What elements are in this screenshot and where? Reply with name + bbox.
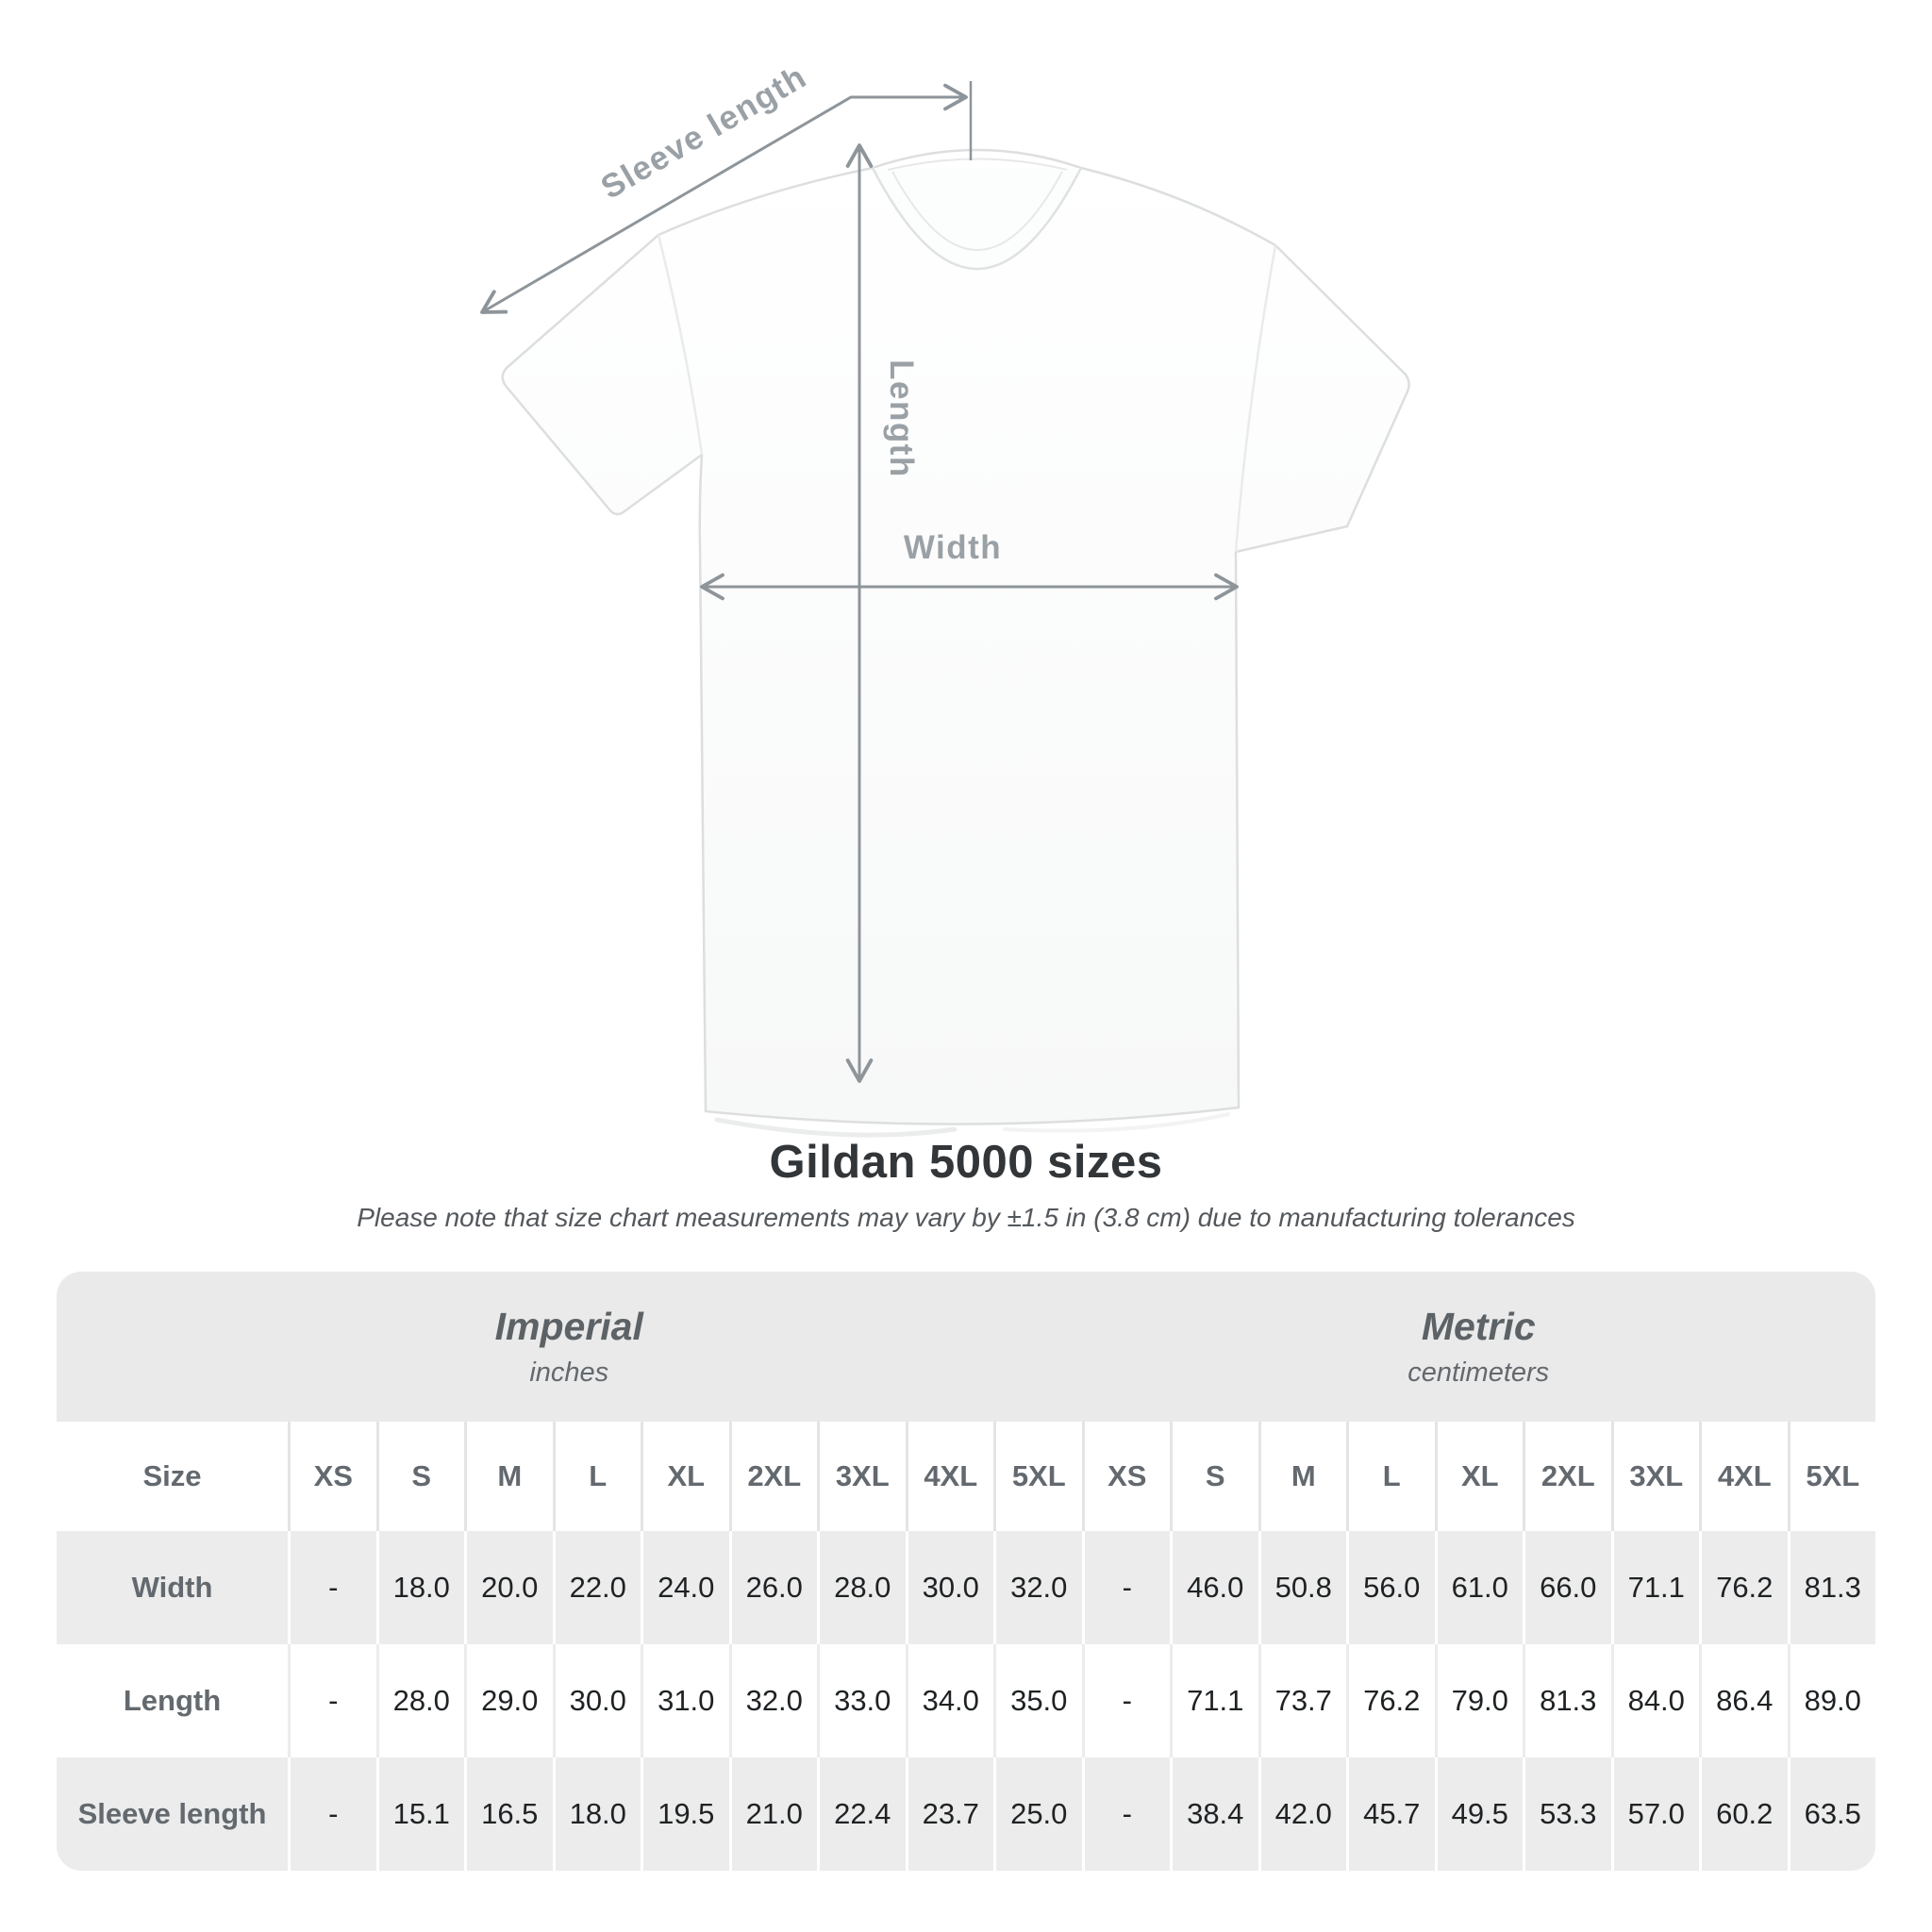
value-cell: - bbox=[1082, 1644, 1171, 1757]
value-cell: 81.3 bbox=[1788, 1531, 1876, 1644]
size-header-imperial-3xl: 3XL bbox=[817, 1422, 906, 1531]
value-cell: 60.2 bbox=[1699, 1757, 1788, 1871]
value-cell: 46.0 bbox=[1170, 1531, 1258, 1644]
value-cell: 28.0 bbox=[817, 1531, 906, 1644]
size-header-metric-xl: XL bbox=[1435, 1422, 1524, 1531]
value-cell: 29.0 bbox=[464, 1644, 553, 1757]
value-cell: 33.0 bbox=[817, 1644, 906, 1757]
size-header-imperial-s: S bbox=[376, 1422, 465, 1531]
size-header-metric-m: M bbox=[1258, 1422, 1347, 1531]
table-row-sleeve-length bbox=[57, 1757, 1875, 1871]
value-cell: 84.0 bbox=[1611, 1644, 1700, 1757]
value-cell: 45.7 bbox=[1346, 1757, 1435, 1871]
value-cell: 73.7 bbox=[1258, 1644, 1347, 1757]
value-cell: 15.1 bbox=[376, 1757, 465, 1871]
value-cell: - bbox=[1082, 1757, 1171, 1871]
size-header-metric-l: L bbox=[1346, 1422, 1435, 1531]
value-cell: 53.3 bbox=[1523, 1757, 1611, 1871]
value-cell: 24.0 bbox=[641, 1531, 729, 1644]
value-cell: 28.0 bbox=[376, 1644, 465, 1757]
row-label: Sleeve length bbox=[77, 1797, 267, 1830]
unit-header-band bbox=[57, 1272, 1875, 1422]
size-header-row bbox=[57, 1422, 1875, 1531]
heading-block bbox=[0, 1138, 1932, 1233]
size-header-imperial-5xl: 5XL bbox=[993, 1422, 1082, 1531]
value-cell: 86.4 bbox=[1699, 1644, 1788, 1757]
value-cell: 49.5 bbox=[1435, 1757, 1524, 1871]
size-header-imperial-4xl: 4XL bbox=[906, 1422, 994, 1531]
page-title: Gildan 5000 sizes bbox=[769, 1137, 1163, 1188]
sleeve-length-label: Sleeve length bbox=[594, 58, 813, 207]
value-cell: 16.5 bbox=[464, 1757, 553, 1871]
size-header-imperial-xs: XS bbox=[288, 1422, 376, 1531]
size-header-imperial-l: L bbox=[553, 1422, 641, 1531]
size-column-header: Size bbox=[142, 1459, 202, 1492]
page-subtitle: Please note that size chart measurements may vary by ±1.5 in (3.8 cm) due to manufacturing tolerances bbox=[357, 1202, 1575, 1232]
size-header-metric-s: S bbox=[1170, 1422, 1258, 1531]
table-row-width bbox=[57, 1531, 1875, 1644]
value-cell: 30.0 bbox=[906, 1531, 994, 1644]
size-header-metric-5xl: 5XL bbox=[1788, 1422, 1876, 1531]
value-cell: 23.7 bbox=[906, 1757, 994, 1871]
value-cell: 19.5 bbox=[641, 1757, 729, 1871]
imperial-group bbox=[57, 1272, 1082, 1422]
value-cell: 79.0 bbox=[1435, 1644, 1524, 1757]
size-header-metric-4xl: 4XL bbox=[1699, 1422, 1788, 1531]
value-cell: - bbox=[1082, 1531, 1171, 1644]
value-cell: 61.0 bbox=[1435, 1531, 1524, 1644]
width-label: Width bbox=[903, 529, 1003, 566]
value-cell: 34.0 bbox=[906, 1644, 994, 1757]
metric-group bbox=[1082, 1272, 1876, 1422]
value-cell: 22.4 bbox=[817, 1757, 906, 1871]
value-cell: 76.2 bbox=[1346, 1644, 1435, 1757]
row-label: Length bbox=[123, 1684, 222, 1717]
value-cell: - bbox=[288, 1644, 376, 1757]
length-label: Length bbox=[883, 359, 920, 478]
table-row-length bbox=[57, 1644, 1875, 1757]
value-cell: 42.0 bbox=[1258, 1757, 1347, 1871]
value-cell: 63.5 bbox=[1788, 1757, 1876, 1871]
value-cell: 22.0 bbox=[553, 1531, 641, 1644]
value-cell: - bbox=[288, 1757, 376, 1871]
value-cell: 26.0 bbox=[729, 1531, 818, 1644]
value-cell: 71.1 bbox=[1611, 1531, 1700, 1644]
value-cell: 57.0 bbox=[1611, 1757, 1700, 1871]
size-header-metric-3xl: 3XL bbox=[1611, 1422, 1700, 1531]
value-cell: 18.0 bbox=[376, 1531, 465, 1644]
row-label: Width bbox=[131, 1571, 213, 1604]
size-table bbox=[57, 1272, 1875, 1871]
value-cell: 30.0 bbox=[553, 1644, 641, 1757]
size-header-imperial-xl: XL bbox=[641, 1422, 729, 1531]
value-cell: - bbox=[288, 1531, 376, 1644]
value-cell: 31.0 bbox=[641, 1644, 729, 1757]
value-cell: 71.1 bbox=[1170, 1644, 1258, 1757]
value-cell: 38.4 bbox=[1170, 1757, 1258, 1871]
value-cell: 25.0 bbox=[993, 1757, 1082, 1871]
value-cell: 21.0 bbox=[729, 1757, 818, 1871]
value-cell: 89.0 bbox=[1788, 1644, 1876, 1757]
value-cell: 20.0 bbox=[464, 1531, 553, 1644]
metric-label: Metric bbox=[1421, 1305, 1536, 1348]
size-header-metric-xs: XS bbox=[1082, 1422, 1171, 1531]
tshirt-illustration bbox=[503, 150, 1409, 1135]
value-cell: 66.0 bbox=[1523, 1531, 1611, 1644]
value-cell: 35.0 bbox=[993, 1644, 1082, 1757]
imperial-sublabel: inches bbox=[529, 1357, 609, 1388]
size-header-imperial-2xl: 2XL bbox=[729, 1422, 818, 1531]
value-cell: 81.3 bbox=[1523, 1644, 1611, 1757]
size-header-imperial-m: M bbox=[464, 1422, 553, 1531]
value-cell: 76.2 bbox=[1699, 1531, 1788, 1644]
value-cell: 32.0 bbox=[993, 1531, 1082, 1644]
value-cell: 50.8 bbox=[1258, 1531, 1347, 1644]
value-cell: 18.0 bbox=[553, 1757, 641, 1871]
metric-sublabel: centimeters bbox=[1407, 1357, 1550, 1388]
value-cell: 56.0 bbox=[1346, 1531, 1435, 1644]
imperial-label: Imperial bbox=[494, 1305, 643, 1348]
size-header-metric-2xl: 2XL bbox=[1523, 1422, 1611, 1531]
value-cell: 32.0 bbox=[729, 1644, 818, 1757]
